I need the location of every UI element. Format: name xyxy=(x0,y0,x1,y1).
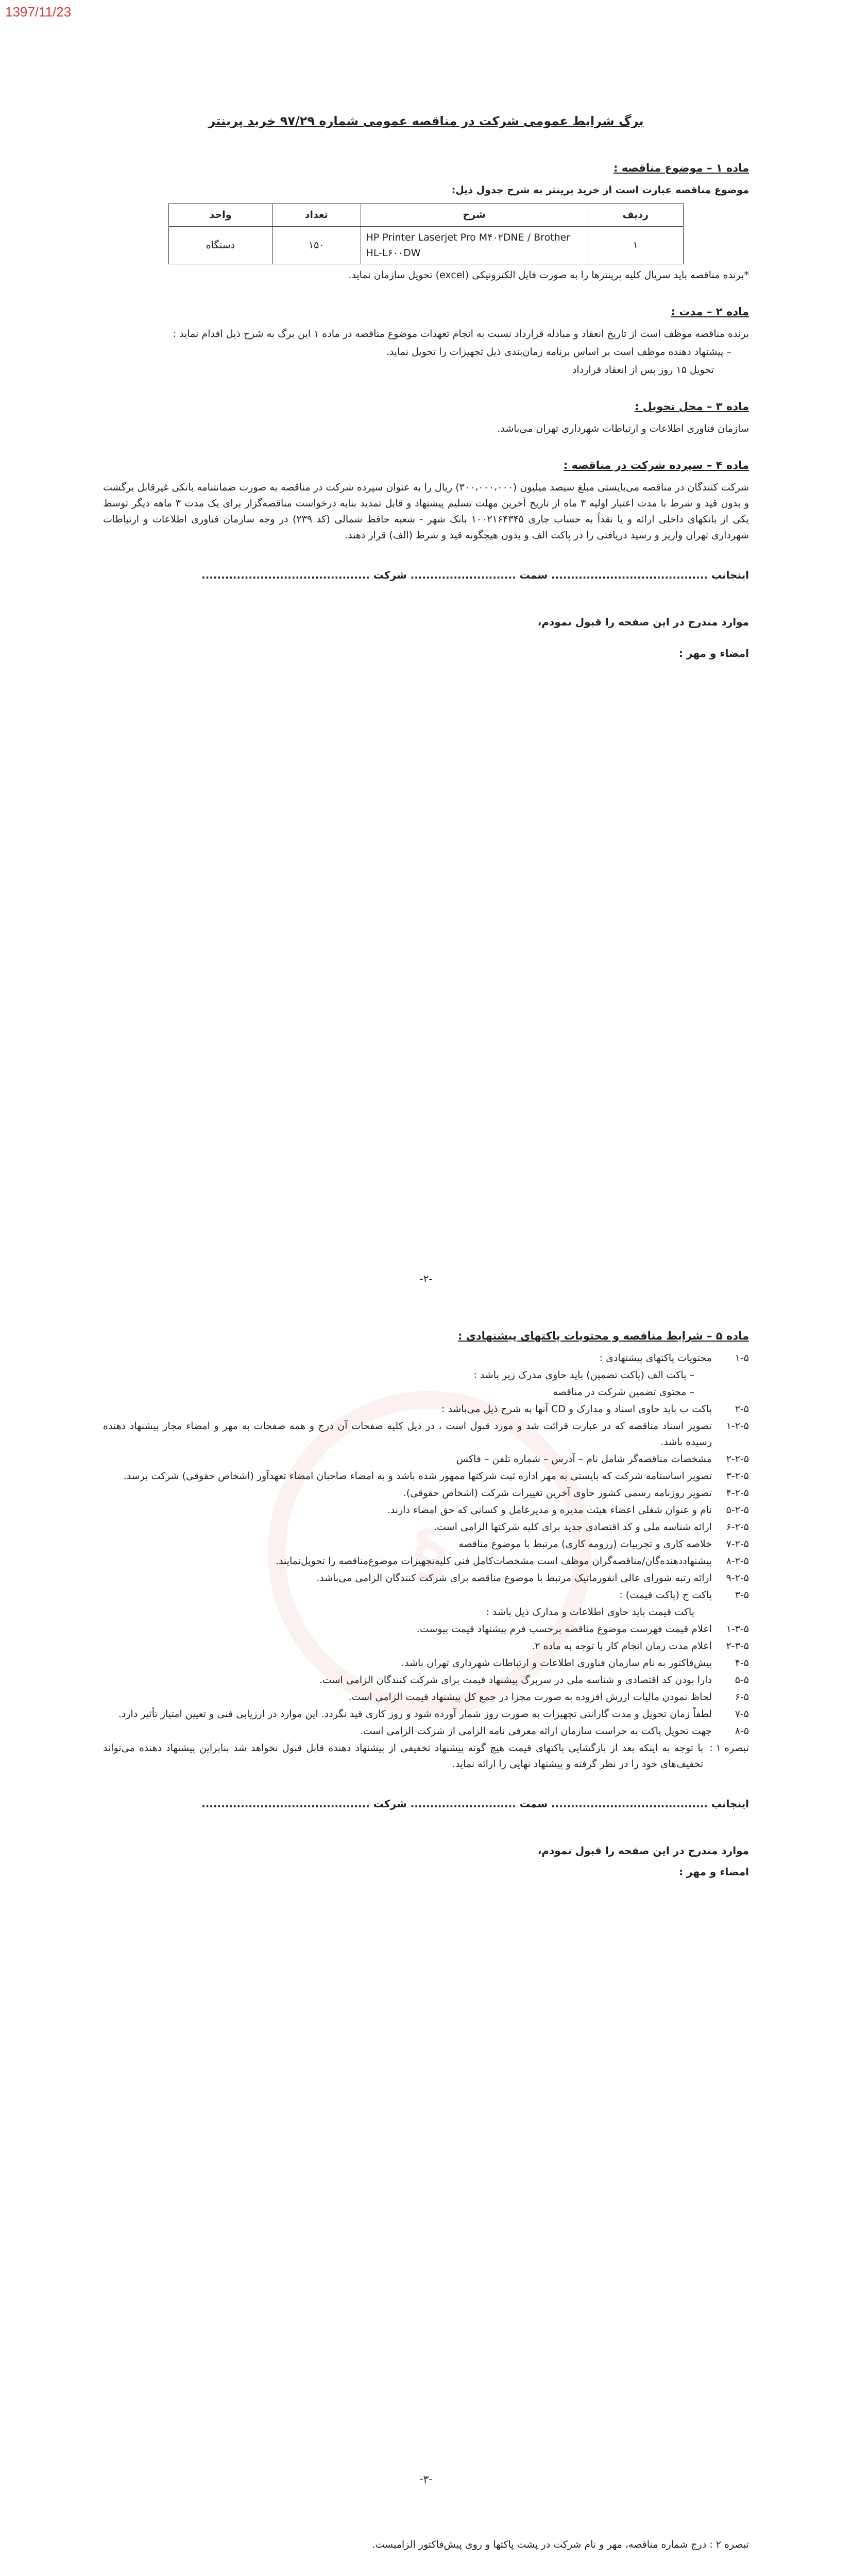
list-item: ارائه رتبه شورای عالی انفورماتیک مرتبط با موضوع مناقصه برای شرکت کنندگان الزامی می‌باشد. xyxy=(316,1572,712,1584)
item-number: تبصره ۱ : xyxy=(709,1742,749,1754)
page-number: -۲- xyxy=(419,1273,433,1285)
item-number: ۵-۵ xyxy=(735,1674,749,1686)
list-item: با توجه به اینکه بعد از بازگشایی پاکتهای قیمت هیچ گونه پیشنهاد تخفیفی از پیشنهاد دهنده قابل قبول نخواهد شد بنابراین پیشنهاد دهنده می‌تواند تخفیف‌های خود را در نظر گرفته و پیشنهاد نهایی را ارائه نماید. xyxy=(103,1742,704,1770)
list-item: پیشنهاددهنده‌گان/مناقصه‌گران موظف است مشخصات‌کامل فنی کلیه‌تجهیزات موضوع‌مناقصه را تحویل‌نمایند. xyxy=(275,1555,712,1567)
item-number: ۶-۲-۵ xyxy=(726,1521,749,1533)
list-item: – پاکت الف (پاکت تضمین) باید حاوی مدرک زیر باشد : xyxy=(473,1369,694,1381)
table-header-desc: شرح xyxy=(361,204,588,227)
item-number: ۲-۵ xyxy=(735,1403,749,1415)
item-number: ۱-۲-۵ xyxy=(726,1420,749,1432)
acceptance-text: موارد مندرج در این صفحه را قبول نمودم، xyxy=(537,1844,749,1857)
note-2: تبصره ۲ : درج شماره مناقصه، مهر و نام شرکت در پشت پاکتها و روی پیش‌فاکتور الزامیست. xyxy=(372,2539,749,2550)
item-number: ۵-۲-۵ xyxy=(726,1504,749,1516)
list-item: تصویر روزنامه رسمی کشور حاوی آخرین تغییرات شرکت (اشخاص حقوقی). xyxy=(403,1487,712,1499)
item-number: ۹-۲-۵ xyxy=(726,1572,749,1584)
signature-line: اینجانب ........................................ سمت ........................... شرکت ........................................... xyxy=(201,1798,749,1810)
item-number: ۲-۲-۵ xyxy=(726,1453,749,1465)
list-item: پاکت ب باید حاوی اسناد و مدارک و CD آنها به شرح ذیل می‌باشد : xyxy=(441,1403,712,1415)
page-2 xyxy=(103,1319,749,1880)
item-number: ۱-۳-۵ xyxy=(726,1623,749,1635)
article-4-paragraph: شرکت کنندگان در مناقصه می‌بایستی مبلغ سیصد میلیون (۳۰۰،۰۰۰،۰۰۰) ریال را به عنوان سپرده شرکت در مناقصه به صورت ضمانتنامه بانکی غیرقابل برگشت و بدون قید و شرط با مدت اعتبار اولیه ۳ ماه از تاریخ آخرین مهلت تسلیم پیشنهاد و قابل تمدید بنابه درخواست مناقصه‌گزار برای یک مدت ۳ ماهه دیگر توسط یکی از بانکهای داخلی ارائه و یا نقداً به حساب جاری ۱۰۰۲۱۶۴۳۴۵ بانک شهر - شعبه حافظ شمالی (کد ۲۳۹) در وجه سازمان فناوری اطلاعات و ارتباطات شهرداری تهران واریز و رسید دریافتی را در پاکت الف و بدون هیچگونه قید و شرط (الف) قرار دهند. xyxy=(103,482,749,541)
item-number: ۶-۵ xyxy=(735,1691,749,1703)
item-number: ۱-۵ xyxy=(735,1352,749,1364)
list-item: جهت تحویل پاکت به حراست سازمان ارائه معرفی نامه الزامی از شرکت الزامی است. xyxy=(360,1725,712,1737)
list-item: پاکت ج (پاکت قیمت) : xyxy=(619,1589,712,1601)
article-1-subject: موضوع مناقصه عبارت است از خرید پرینتر به شرح جدول ذیل: xyxy=(451,184,749,196)
signature-label: امضاء و مهر : xyxy=(678,1866,749,1878)
signature-line: اینجانب ........................................ سمت ........................... شرکت ........................................... xyxy=(201,569,749,581)
document-title: برگ شرایط عمومی شرکت در مناقصه عمومی شماره ۹۷/۲۹ خرید پرینتر xyxy=(208,114,644,128)
list-item: خلاصه کاری و تجربیات (رزومه کاری) مرتبط با موضوع مناقصه xyxy=(458,1538,712,1550)
table-cell-unit: دستگاه xyxy=(169,227,272,264)
list-item: لطفاً زمان تحویل و مدت گارانتی تجهیزات به صورت روز شمار آورده شود و روز کاری قید نگردد. این موارد در ارزیابی فنی و تعیین امتیاز تأثیر دارد. xyxy=(118,1708,712,1720)
item-number: ۷-۵ xyxy=(735,1708,749,1720)
table-note: *برنده مناقصه باید سریال کلیه پرینترها را به صورت فایل الکترونیکی (excel) تحویل سازمان نماید. xyxy=(348,269,749,281)
table-header-row-num: ردیف xyxy=(588,204,684,227)
page-3 xyxy=(103,2535,749,2576)
item-number: ۳-۵ xyxy=(735,1589,749,1601)
page-number: -۳- xyxy=(419,2473,433,2485)
item-number: ۷-۲-۵ xyxy=(726,1538,749,1550)
item-number: ۸-۵ xyxy=(735,1725,749,1737)
list-item: نام و عنوان شغلی اعضاء هیئت مدیره و مدیرعامل و کسانی که حق امضاء دارند. xyxy=(387,1504,712,1516)
table-cell-qty: ۱۵۰ xyxy=(272,227,361,264)
list-item: لحاظ نمودن مالیات ارزش افزوده به صورت مجزا در جمع کل پیشنهاد قیمت الزامی است. xyxy=(348,1691,712,1703)
items-table xyxy=(168,204,684,264)
article-3-paragraph: سازمان فناوری اطلاعات و ارتباطات شهرداری تهران می‌باشد. xyxy=(497,423,749,434)
list-item: پاکت قیمت باید حاوی اطلاعات و مدارک ذیل باشد : xyxy=(486,1606,694,1618)
list-item: اعلام مدت زمان انجام کار با توجه به ماده ۲. xyxy=(532,1640,712,1652)
list-item: تصویر اساسنامه شرکت که بایستی به مهر اداره ثبت شرکتها ممهور شده باشد و به امضاء صاحبان امضاء تعهدآور (اشخاص حقوقی) شرکت برسد. xyxy=(123,1470,712,1482)
list-item: – محتوی تضمین شرکت در مناقصه xyxy=(553,1386,694,1398)
table-header-unit: واحد xyxy=(169,204,272,227)
table-row xyxy=(169,227,684,264)
item-number: ۸-۲-۵ xyxy=(726,1555,749,1567)
table-cell-row: ۱ xyxy=(588,227,684,264)
list-item: تصویر اسناد مناقصه که در عبارت قرائت شد و مورد قبول است ، در ذیل کلیه صفحات آن درج و همه صفحات به مهر و امضاء مجاز پیشنهاد دهنده رسیده باشد. xyxy=(103,1420,712,1448)
item-number: ۲-۳-۵ xyxy=(726,1640,749,1652)
list-item: ارائه شناسه ملی و کد اقتصادی جدید برای کلیه شرکتها الزامی است. xyxy=(433,1521,712,1533)
item-number xyxy=(701,1367,731,1383)
list-item: پیش‌فاکتور به نام سازمان فناوری اطلاعات و ارتباطات شهرداری تهران باشد. xyxy=(401,1657,712,1669)
list-item: مشخصات مناقصه‌گر شامل نام – آدرس – شماره تلفن – فاکس xyxy=(456,1453,712,1465)
article-2-bullet: – پیشنهاد دهنده موظف است بر اساس برنامه زمان‌بندی ذیل تجهیزات را تحویل نماید. xyxy=(386,346,731,358)
article-2-paragraph: برنده مناقصه موظف است از تاریخ انعقاد و مبادله قرارداد نسبت به انجام تعهدات موضوع مناقصه در ماده ۱ این برگ به شرح ذیل اقدام نماید : xyxy=(173,328,749,340)
item-number xyxy=(701,1384,731,1400)
signature-label: امضاء و مهر : xyxy=(678,647,749,659)
article-2-heading: ماده ۲ – مدت : xyxy=(671,306,749,318)
item-number: ۴-۲-۵ xyxy=(726,1487,749,1499)
article-3-heading: ماده ۳ – محل تحویل : xyxy=(634,400,749,413)
watermark-logo: § xyxy=(268,1391,591,1715)
item-number: ۴-۵ xyxy=(735,1657,749,1669)
article-4-heading: ماده ۴ – سپرده شرکت در مناقصه : xyxy=(563,459,749,471)
item-number xyxy=(701,1604,731,1620)
list-item: محتویات پاکتهای پیشنهادی : xyxy=(599,1352,712,1364)
item-number: ۳-۲-۵ xyxy=(726,1470,749,1482)
table-cell-desc: HP Printer Laserjet Pro M۴۰۲DNE / Brother HL-L۶۰۰DW xyxy=(361,227,588,264)
article-2-delivery: تحویل ۱۵ روز پس از انعقاد قرارداد xyxy=(572,364,714,376)
list-item: اعلام قیمت فهرست موضوع مناقصه برحسب فرم پیشنهاد قیمت پیوست. xyxy=(416,1623,712,1635)
article-1-heading: ماده ۱ – موضوع مناقصه : xyxy=(614,162,749,174)
page-1 xyxy=(103,113,749,662)
list-item: دارا بودن کد اقتصادی و شناسه ملی در سربرگ پیشنهاد قیمت برای شرکت کنندگان الزامی است. xyxy=(319,1674,712,1686)
article-5-heading: ماده ۵ – شرایط مناقصه و محتویات پاکتهای پیشنهادی : xyxy=(457,1330,749,1342)
table-header-qty: تعداد xyxy=(272,204,361,227)
acceptance-text: موارد مندرج در این صفحه را قبول نمودم، xyxy=(537,616,749,628)
corner-date: 1397/11/23 xyxy=(5,4,72,20)
